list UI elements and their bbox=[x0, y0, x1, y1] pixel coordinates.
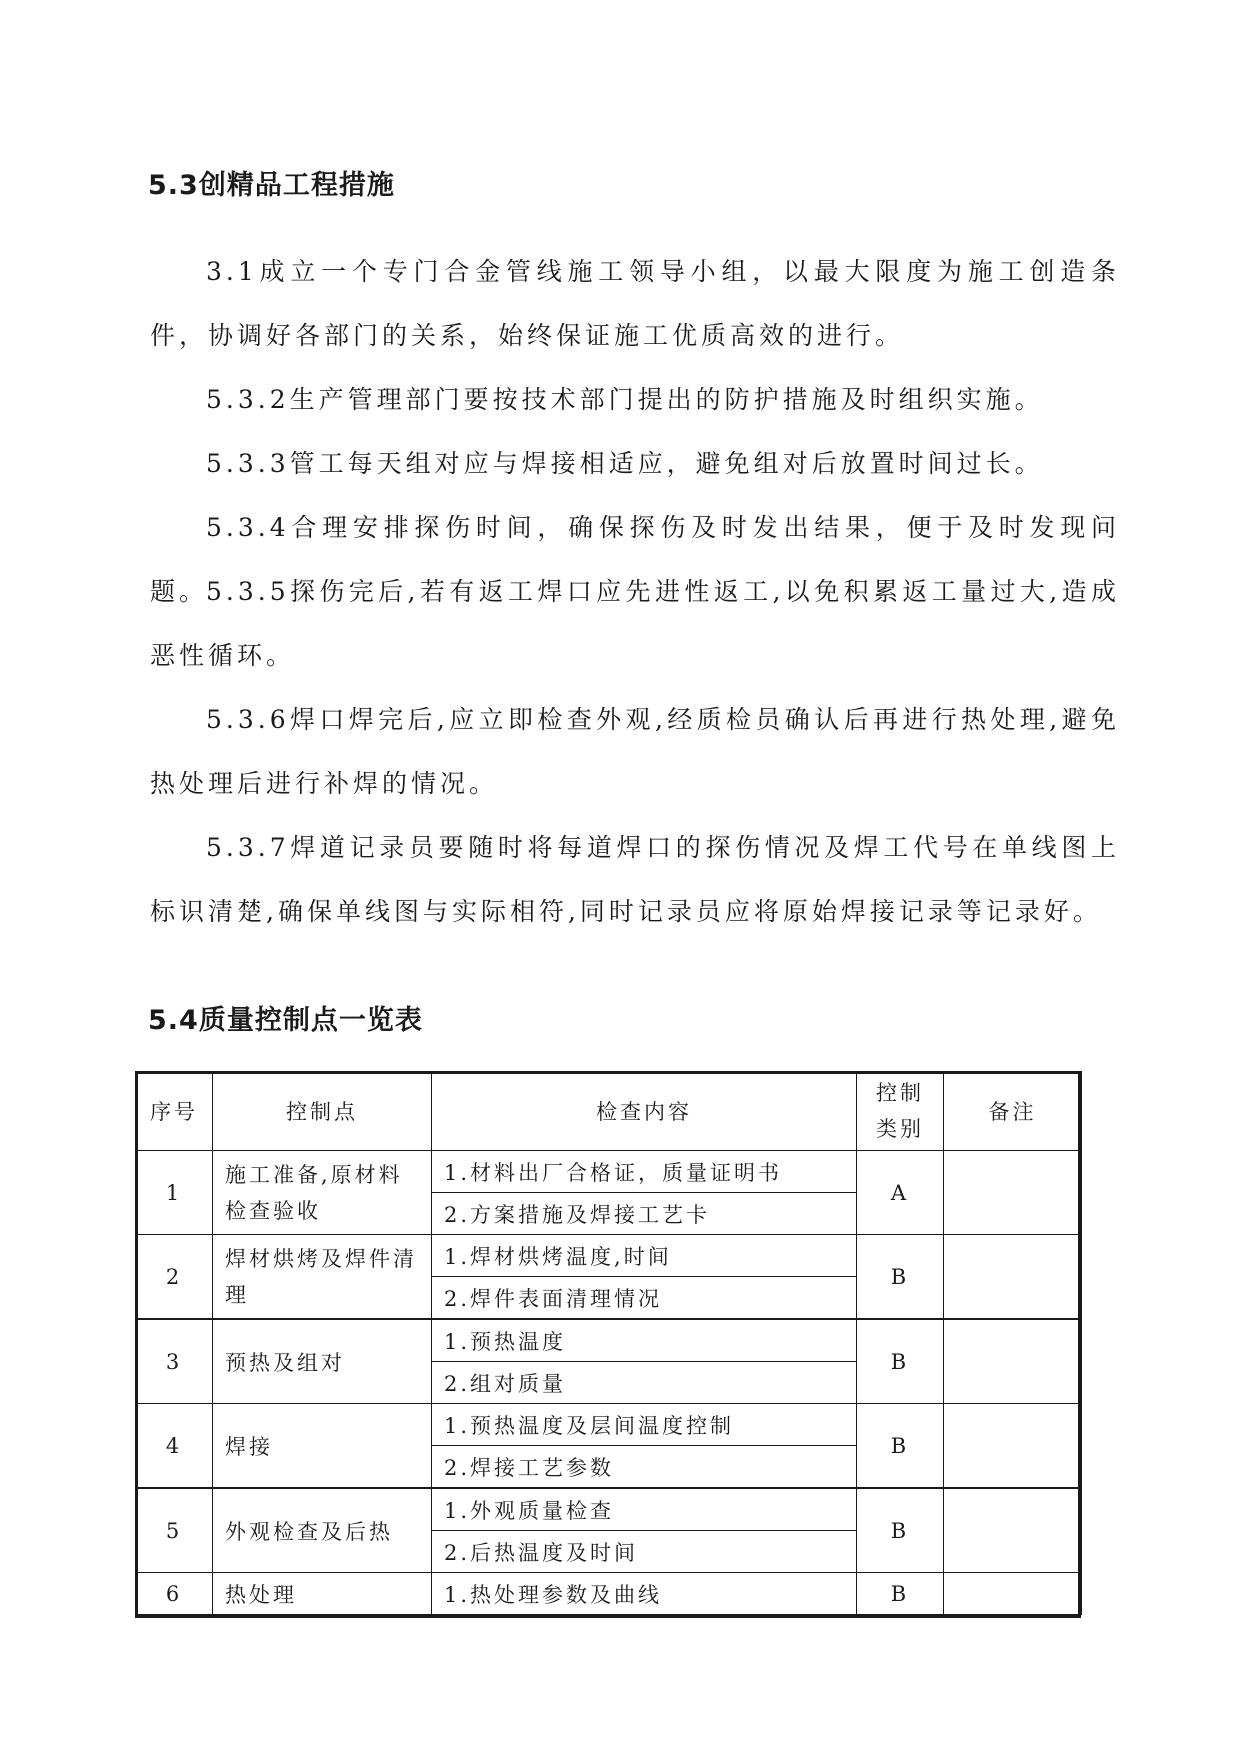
row-content: 2.后热温度及时间 bbox=[432, 1531, 857, 1573]
row-content: 2.方案措施及焊接工艺卡 bbox=[432, 1193, 857, 1235]
row-content: 1.热处理参数及曲线 bbox=[432, 1573, 857, 1615]
row-point: 施工准备,原材料检查验收 bbox=[213, 1151, 432, 1235]
paragraph-5-3-5: 5.3.5探伤完后,若有返工焊口应先进性返工,以免积累返工量过大,造成恶性循环。 bbox=[150, 577, 1120, 670]
row-no: 1 bbox=[136, 1151, 213, 1235]
row-content: 2.焊件表面清理情况 bbox=[432, 1277, 857, 1320]
table-header-row bbox=[136, 1072, 1082, 1151]
row-point: 预热及组对 bbox=[213, 1319, 432, 1404]
header-no: 序号 bbox=[136, 1072, 213, 1151]
row-remark bbox=[944, 1235, 1082, 1320]
row-category: B bbox=[857, 1573, 944, 1615]
header-category-line1: 控制 bbox=[876, 1081, 924, 1105]
paragraph-5-3-4: 5.3.4合理安排探伤时间，确保探伤及时发出结果，便于及时发现问题。 bbox=[150, 513, 1120, 606]
table-row bbox=[136, 1488, 1082, 1531]
row-point: 热处理 bbox=[213, 1573, 432, 1615]
row-category: B bbox=[857, 1319, 944, 1404]
table-row bbox=[136, 1319, 1082, 1362]
row-content: 1.预热温度 bbox=[432, 1319, 857, 1362]
table-row bbox=[136, 1404, 1082, 1446]
section-heading-5-3: 5.3创精品工程措施 bbox=[148, 170, 395, 201]
header-point: 控制点 bbox=[213, 1072, 432, 1151]
row-content: 1.材料出厂合格证，质量证明书 bbox=[432, 1151, 857, 1193]
row-category: B bbox=[857, 1235, 944, 1320]
header-content: 检查内容 bbox=[432, 1072, 857, 1151]
paragraph-5-3-2: 5.3.2生产管理部门要按技术部门提出的防护措施及时组织实施。 bbox=[206, 385, 1044, 414]
section-heading-5-4: 5.4质量控制点一览表 bbox=[148, 1005, 423, 1036]
paragraph-5-3-6: 5.3.6焊口焊完后,应立即检查外观,经质检员确认后再进行热处理,避免热处理后进行补焊的情况。 bbox=[150, 705, 1120, 798]
row-point: 外观检查及后热 bbox=[213, 1488, 432, 1573]
row-remark bbox=[944, 1151, 1082, 1235]
row-remark bbox=[944, 1573, 1082, 1615]
quality-control-table bbox=[135, 1071, 1082, 1615]
row-no: 3 bbox=[136, 1319, 213, 1404]
header-category-line2: 类别 bbox=[876, 1117, 924, 1141]
row-remark bbox=[944, 1488, 1082, 1573]
row-point: 焊材烘烤及焊件清理 bbox=[213, 1235, 432, 1320]
row-no: 5 bbox=[136, 1488, 213, 1573]
paragraph-3-1: 3.1成立一个专门合金管线施工领导小组，以最大限度为施工创造条件，协调好各部门的关系，始终保证施工优质高效的进行。 bbox=[150, 257, 1120, 350]
row-no: 2 bbox=[136, 1235, 213, 1320]
table-row bbox=[136, 1151, 1082, 1193]
row-no: 6 bbox=[136, 1573, 213, 1615]
paragraph-5-3-3: 5.3.3管工每天组对应与焊接相适应，避免组对后放置时间过长。 bbox=[206, 449, 1044, 478]
row-remark bbox=[944, 1404, 1082, 1489]
row-category: A bbox=[857, 1151, 944, 1235]
row-content: 1.预热温度及层间温度控制 bbox=[432, 1404, 857, 1446]
row-no: 4 bbox=[136, 1404, 213, 1489]
table-row bbox=[136, 1235, 1082, 1277]
row-content: 1.焊材烘烤温度,时间 bbox=[432, 1235, 857, 1277]
header-category bbox=[857, 1072, 944, 1151]
row-remark bbox=[944, 1319, 1082, 1404]
row-content: 2.焊接工艺参数 bbox=[432, 1446, 857, 1489]
table-row bbox=[136, 1573, 1082, 1615]
header-remark: 备注 bbox=[944, 1072, 1082, 1151]
row-content: 2.组对质量 bbox=[432, 1362, 857, 1404]
row-content: 1.外观质量检查 bbox=[432, 1488, 857, 1531]
row-category: B bbox=[857, 1404, 944, 1489]
paragraph-5-3-7: 5.3.7焊道记录员要随时将每道焊口的探伤情况及焊工代号在单线图上标识清楚,确保单线图与实际相符,同时记录员应将原始焊接记录等记录好。 bbox=[150, 833, 1120, 926]
row-category: B bbox=[857, 1488, 944, 1573]
row-point: 焊接 bbox=[213, 1404, 432, 1489]
